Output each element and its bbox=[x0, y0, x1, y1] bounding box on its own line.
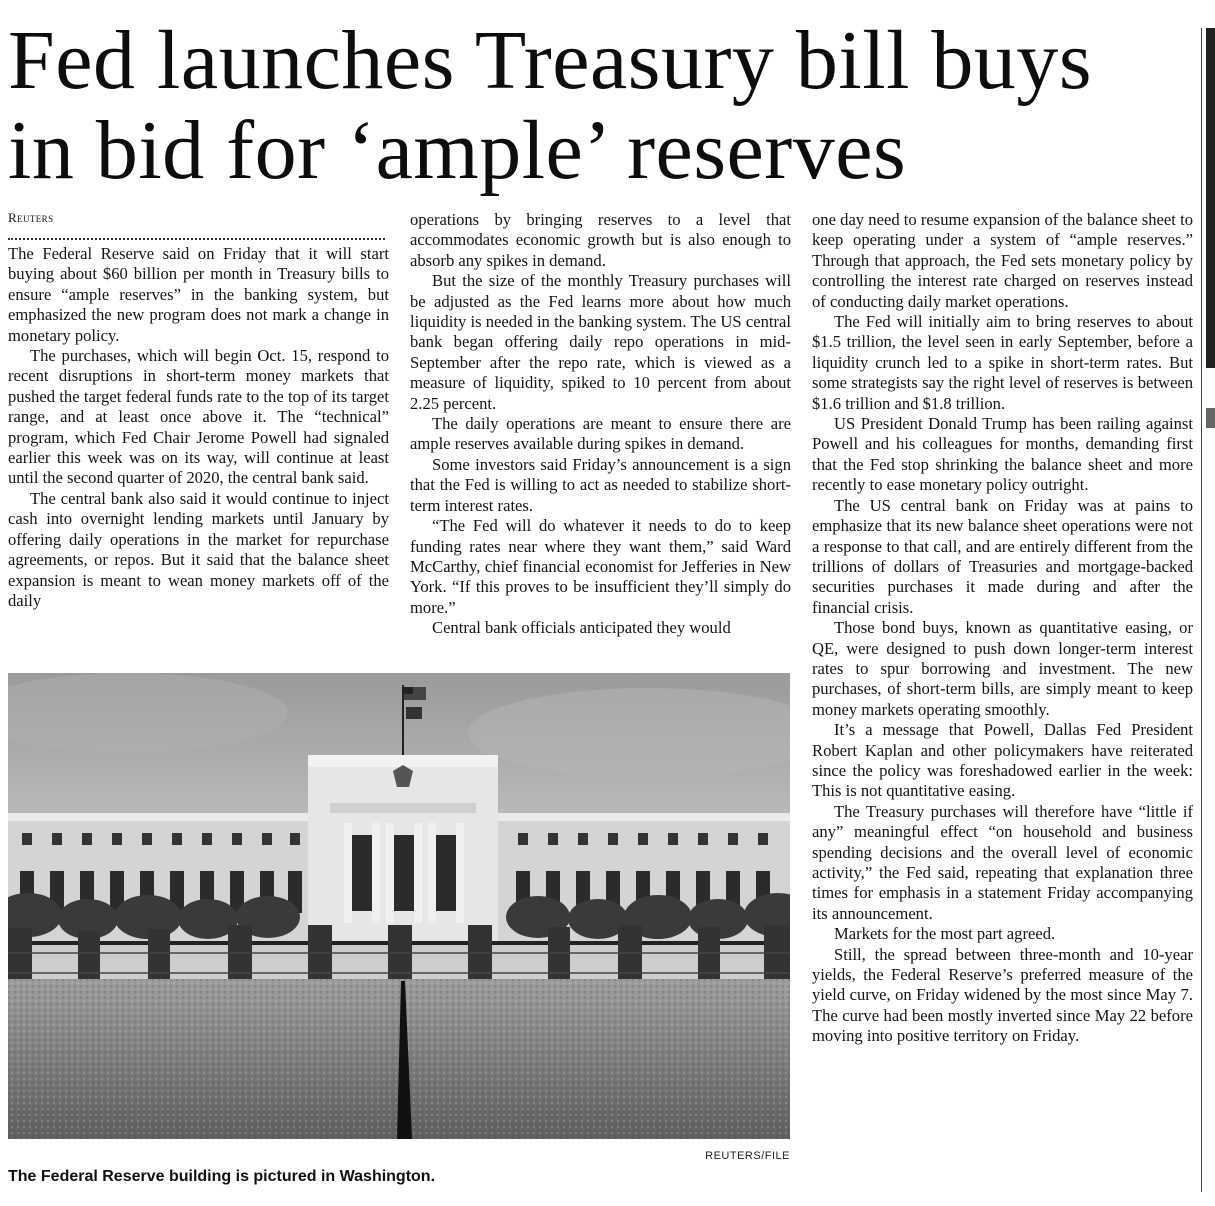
adjacent-page-edge bbox=[1206, 28, 1215, 1192]
byline: Reuters bbox=[8, 210, 54, 225]
paragraph-continued: one day need to resume expansion of the balance sheet to keep operating under a system of “ample reserves.” Through that approach, the Fed sets monetary policy by controlling the interest rate charged on reserves instead of conducting daily market operations. bbox=[812, 210, 1193, 311]
article-column-3 bbox=[812, 210, 1193, 1047]
headline-line-1: Fed launches Treasury bill buys bbox=[8, 14, 1093, 107]
paragraph: “The Fed will do whatever it needs to do to keep funding rates near where they want them,” said Ward McCarthy, chief financial economist for Jefferies in New York. “If this proves to be insufficient they’ll simply do more.” bbox=[410, 516, 791, 617]
dotted-divider bbox=[8, 228, 385, 240]
paragraph: Central bank officials anticipated they would bbox=[432, 618, 731, 638]
photo-caption: The Federal Reserve building is pictured in Washington. bbox=[8, 1168, 436, 1185]
paragraph: The purchases, which will begin Oct. 15, respond to recent disruptions in short-term money markets that pushed the target federal funds rate to the top of its target range, and at least once above it. The “technical” program, which Fed Chair Jerome Powell had signaled earlier this week was on its way, will continue at least until the second quarter of 2020, the central bank said. bbox=[8, 346, 389, 488]
paragraph: But the size of the monthly Treasury purchases will be adjusted as the Fed learns more about how much liquidity is needed in the banking system. The US central bank began offering daily repo operations in mid-September after the repo rate, which is viewed as a measure of liquidity, spiked to 10 percent from about 2.25 percent. bbox=[410, 271, 791, 413]
paragraph: The daily operations are meant to ensure there are ample reserves available during spikes in demand. bbox=[410, 414, 791, 454]
paragraph-continued: operations by bringing reserves to a level that accommodates economic growth but is also enough to absorb any spikes in demand. bbox=[410, 210, 791, 270]
paragraph: Those bond buys, known as quantitative easing, or QE, were designed to push down longer-term interest rates to spur borrowing and investment. The new purchases, of short-term bills, are simply meant to keep money markets operating smoothly. bbox=[812, 618, 1193, 719]
paragraph: Still, the spread between three-month and 10-year yields, the Federal Reserve’s preferred measure of the yield curve, on Friday widened by the most since May 7. The curve had been mostly inverted since May 22 before moving into positive territory on Friday. bbox=[812, 944, 1193, 1046]
article-column-2 bbox=[410, 210, 791, 639]
paragraph: The Fed will initially aim to bring reserves to about $1.5 trillion, the level seen in early September, before a liquidity crunch led to a spike in short-term rates. But some strategists say the right level of reserves is between $1.6 trillion and $1.8 trillion. bbox=[812, 312, 1193, 413]
federal-reserve-building-photo bbox=[8, 673, 790, 1139]
photo-credit: REUTERS/FILE bbox=[705, 1150, 790, 1162]
building-illustration bbox=[8, 673, 790, 1139]
paragraph: The Treasury purchases will therefore have “little if any” meaningful effect “on household and business spending decisions and the overall level of economic activity,” the Fed said, repeating that explanation three times for emphasis in a statement Friday accompanying its announcement. bbox=[812, 801, 1193, 923]
paragraph: The US central bank on Friday was at pains to emphasize that its new balance sheet operations were not a response to that call, and are entirely different from the trillions of dollars of Treasuries and mortgage-backed securities purchases it made during and after the financial crisis. bbox=[812, 495, 1193, 617]
column-rule bbox=[1201, 28, 1202, 1192]
headline-line-2: in bid for ‘ample’ reserves bbox=[8, 104, 907, 197]
paragraph: It’s a message that Powell, Dallas Fed President Robert Kaplan and other policymakers have reiterated since the policy was foreshadowed earlier in the week: This is not quantitative easing. bbox=[812, 720, 1193, 801]
paragraph: US President Donald Trump has been railing against Powell and his colleagues for months, demanding first that the Fed stop shrinking the balance sheet and more recently to ease monetary policy outright. bbox=[812, 414, 1193, 495]
paragraph: The Federal Reserve said on Friday that it will start buying about $60 billion per month in Treasury bills to ensure “ample reserves” in the banking system, but emphasized the new program does not mark a change in monetary policy. bbox=[8, 244, 389, 345]
paragraph: The central bank also said it would continue to inject cash into overnight lending markets until January by offering daily operations in the market for repurchase agreements, or repos. But it said that the balance sheet expansion is meant to wean money markets off of the daily bbox=[8, 488, 389, 610]
article-column-1 bbox=[8, 208, 389, 611]
paragraph: Markets for the most part agreed. bbox=[834, 924, 1056, 944]
paragraph: Some investors said Friday’s announcement is a sign that the Fed is willing to act as needed to stabilize short-term interest rates. bbox=[410, 454, 791, 515]
headline bbox=[8, 16, 1198, 196]
